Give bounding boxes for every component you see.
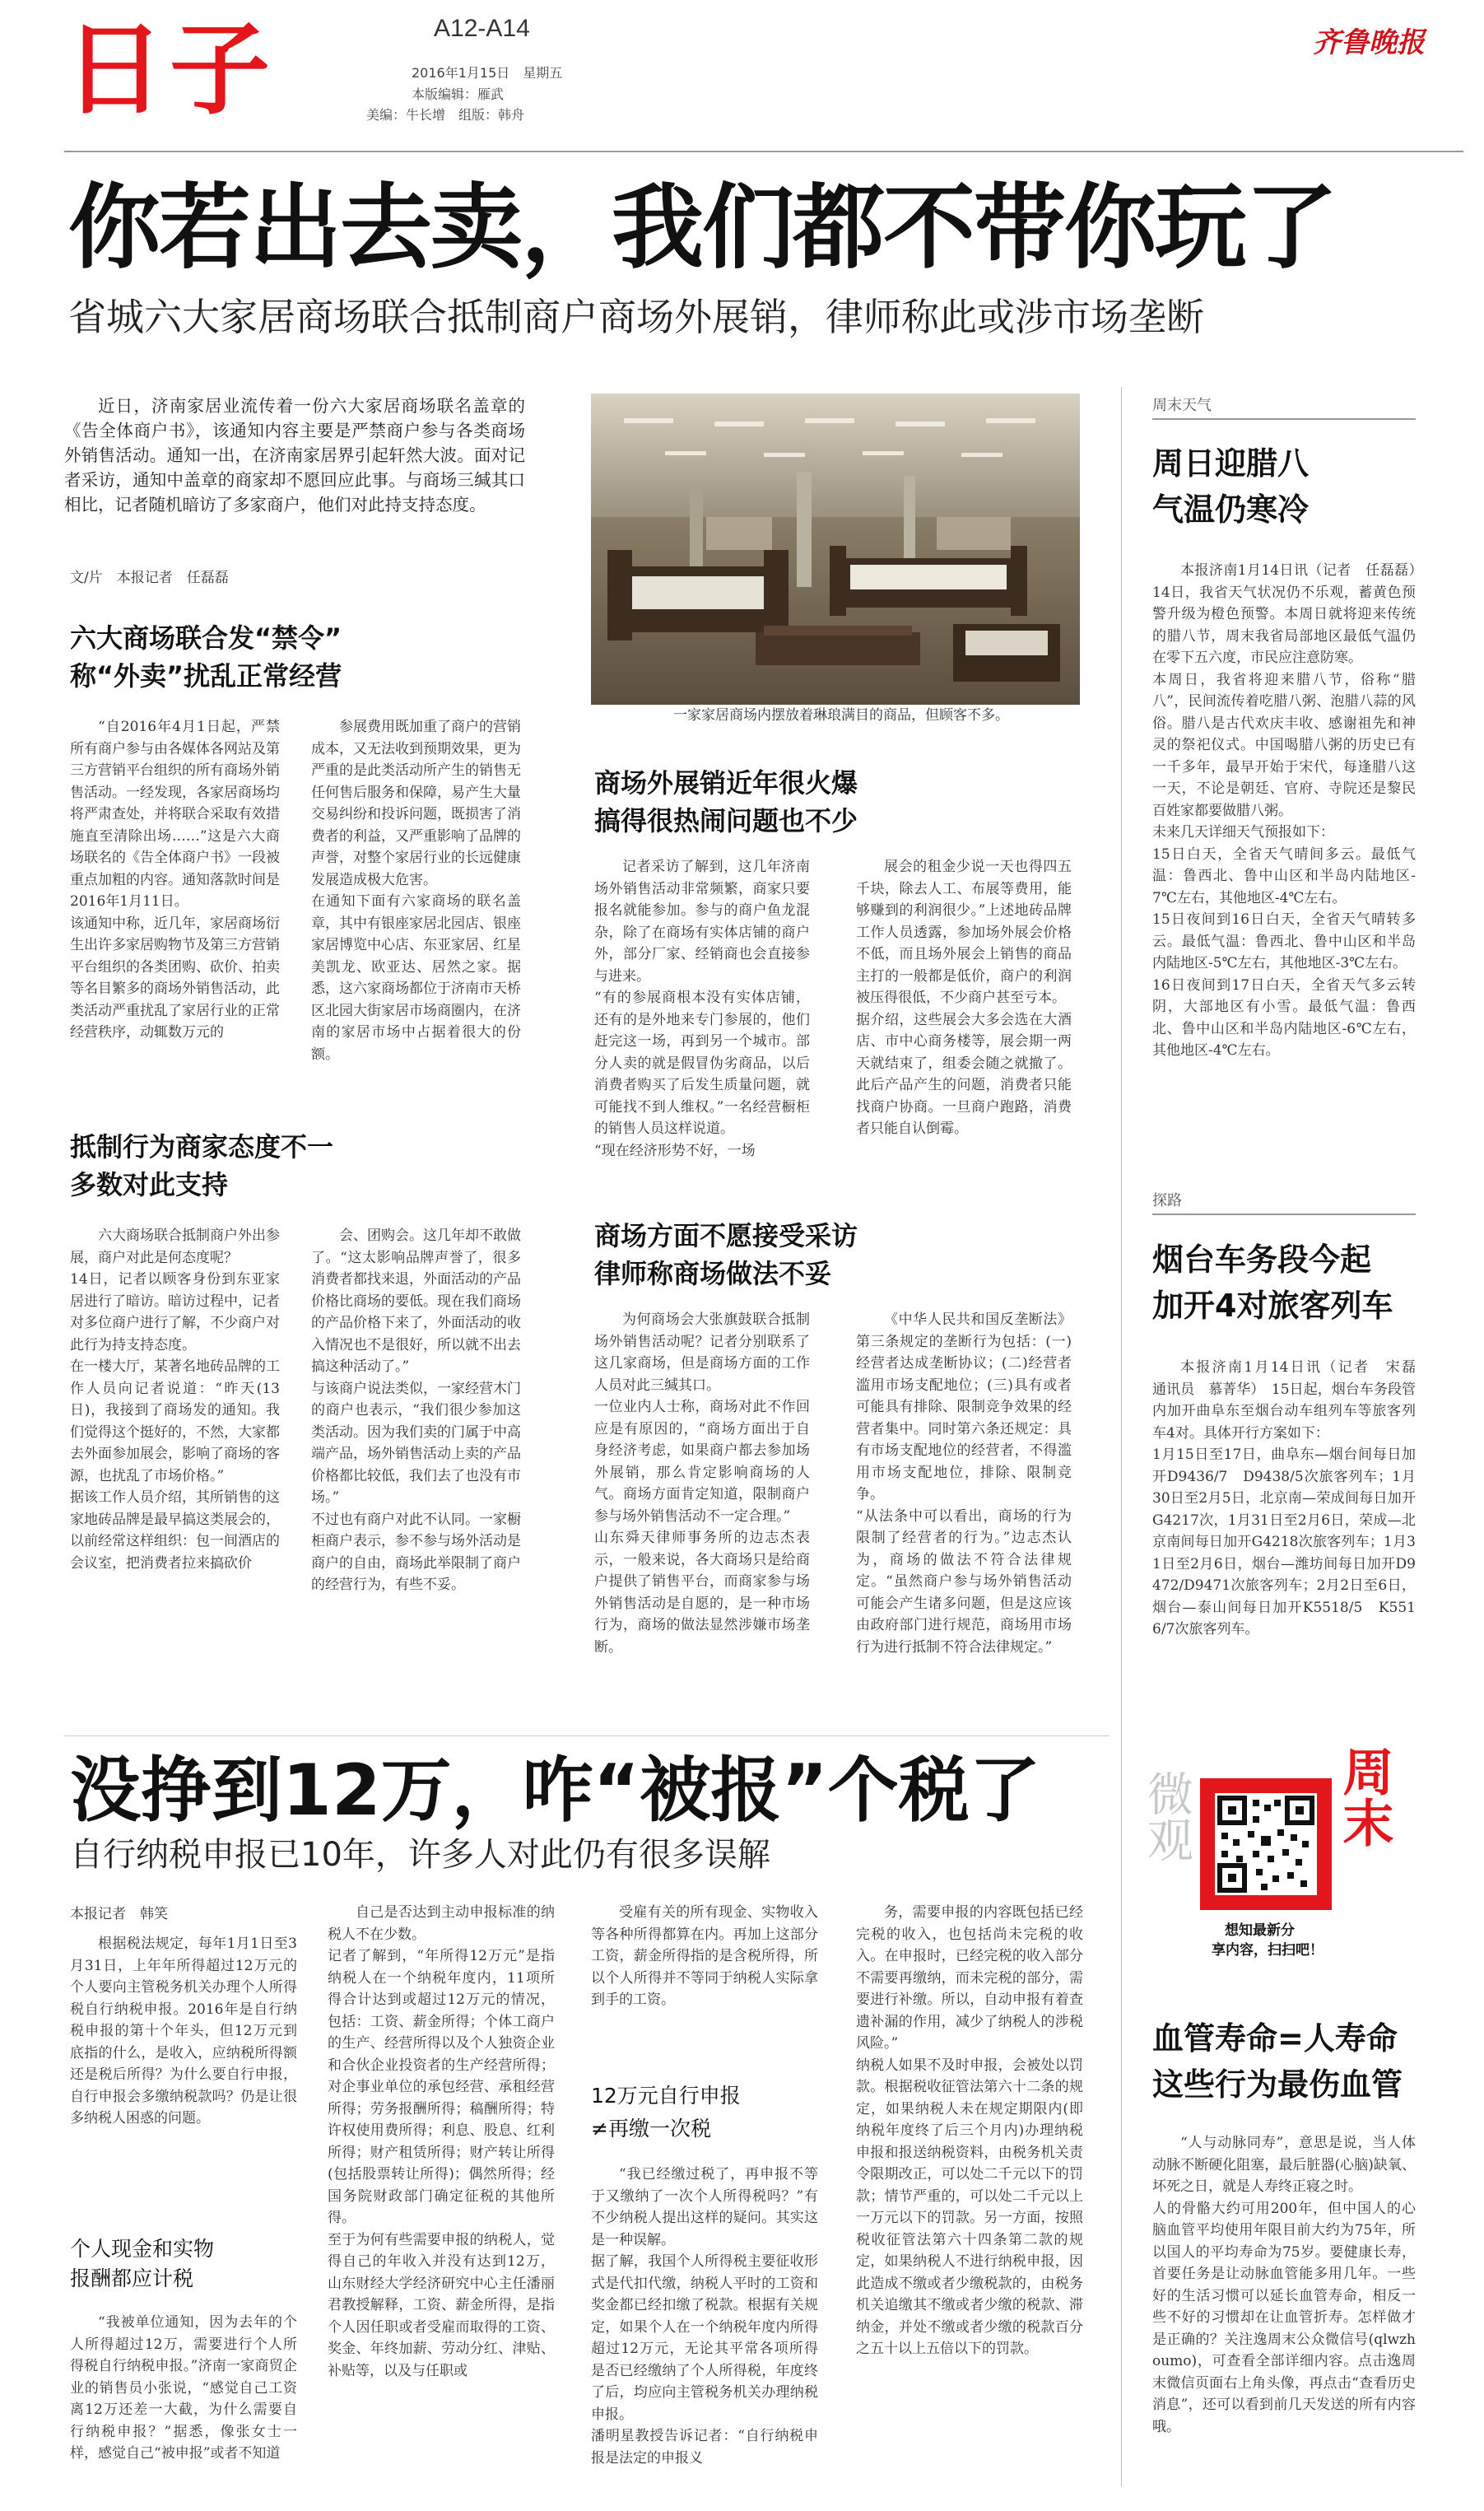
weekend-promo [1140, 1745, 1426, 1959]
section3-col2: 展会的租金少说一天也得四五千块，除去人工、布展等费用，能够赚到的利润很少。”上述地砖品牌工作人员透露，参加场外展会价格不低，而且场外展会上销售的商品主打的一般都是低价，商户的利润被压得很低，不少商户甚至亏本。 据介绍，这些展会大多会选在大酒店、市中心商务楼等，展会期一两天就结束了，组委会随之就撤了。此后产品产生的问题，消费者只能找商户协商。一旦商户跑路，消费者只能自认倒霉。 [856, 859, 1072, 1137]
section4-title: 商场方面不愿接受采访 律师称商场做法不妥 [594, 1220, 858, 1289]
section3-title: 商场外展销近年很火爆 搞得很热闹问题也不少 [594, 767, 858, 836]
article2-col1-subhead: 个人现金和实物 报酬都应计税 [70, 2237, 215, 2290]
promo-chars-right: 周末 [1334, 1745, 1394, 1847]
article2-col3: 受雇有关的所有现金、实物收入等各种所得都算在内。再加上这部分工资，薪金所得指的是含税所得，所以个人所得并不等同于纳税人实际拿到手的工资。 [591, 1904, 818, 2008]
article2-headline: 没挣到12万，咋“被报”个税了 [70, 1749, 1040, 1832]
weather-tag: 周末天气 [1152, 394, 1416, 420]
article2-col1b: “我被单位通知，因为去年的个人所得超过12万，需要进行个人所得税自行纳税申报。”济南一家商贸企业的销售员小张说，“感觉自己工资离12万还差一大截，为什么需要自行纳税申报？”据悉，像张女士一样，感觉自己“被申报”或者不知道 [70, 2314, 297, 2462]
masthead [0, 0, 1484, 152]
rail-title: 烟台车务段今起 加开4对旅客列车 [1152, 1242, 1393, 1324]
rail-tag: 探路 [1152, 1189, 1416, 1215]
photo-caption: 一家家居商场内摆放着琳琅满目的商品，但顾客不多。 [673, 707, 1009, 724]
article1-byline: 文/片 本报记者 任磊磊 [70, 570, 229, 586]
article2-col3b: “我已经缴过税了，再申报不等于又缴纳了一次个人所得税吗？”有不少纳税人提出这样的疑问。其实这是一种误解。 据了解，我国个人所得税主要征收形式是代扣代缴，纳税人平时的工资和奖金都已经扣缴了税款。根据有关规定，如果个人在一个纳税年度内所得超过12万元，无论其平常各项所得是否已经缴纳了个人所得税，年度终了后，均应向主管税务机关办理纳税申报。 潘明星教授告诉记者：“自行纳税申报是法定的申报义 [591, 2166, 818, 2467]
page-range: A12-A14 [434, 15, 530, 42]
article2-col1: 根据税法规定，每年1月1日至3月31日，上年年所得超过12万元的个人要向主管税务机关办理个人所得税自行纳税申报。2016年是自行纳税申报的第十个年头，但12万元到底指的什么，是收入，应纳税所得额还是税后所得？为什么要自行申报，自行申报会多缴纳税款吗？仍是让很多纳税人困惑的问题。 [70, 1936, 297, 2127]
article2-col2: 自己是否达到主动申报标准的纳税人不在少数。 记者了解到，“年所得12万元”是指纳税人在一个纳税年度内，11项所得合计达到或超过12万元的情况，包括：工资、薪金所得；个体工商户的生产、经营所得以及个人独资企业和合伙企业投资者的生产经营所得；对企事业单位的承包经营、承租经营所得；劳务报酬所得；稿酬所得；特许权使用费所得；利息、股息、红利所得；财产租赁所得；财产转让所得(包括股票转让所得)；偶然所得；经国务院财政部门确定征税的其他所得。 至于为何有些需要申报的纳税人，觉得自己的年收入并没有达到12万，山东财经大学经济研究中心主任潘丽君教授解释，工资、薪金所得，是指个人因任职或者受雇而取得的工资、奖金、年终加薪、劳动分红、津贴、补贴等，以及与任职或 [328, 1904, 555, 2379]
article1-photo [591, 394, 1080, 705]
section2-col2: 会、团购会。这几年却不敢做了。“这太影响品牌声誉了，很多消费者都找来退，外面活动的产品价格比商场的要低。现在我们商场的产品价格下来了，外面活动的收入情况也不是很好，所以就不出去搞这种活动了。” 与该商户说法类似，一家经营木门的商户也表示，“我们很少参加这类活动。因为我们卖的门属于中高端产品，场外销售活动上卖的产品价格都比较低，我们去了也没有市场。” 不过也有商户对此不认同。一家橱柜商户表示，参不参与场外活动是商户的自由，商场此举限制了商户的经营行为，有些不妥。 [311, 1228, 521, 1593]
article1-lead: 近日，济南家居业流传着一份六大家居商场联名盖章的《告全体商户书》，该通知内容主要是严禁商户参与各类商场外销售活动。通知一出，在济南家居界引起轩然大波。面对记者采访，通知中盖章的商家却不愿回应此事。与商场三缄其口相比，记者随机暗访了多家商户，他们对此持支持态度。 [64, 396, 525, 515]
column-divider [1121, 387, 1122, 2486]
weather-title: 周日迎腊八 气温仍寒冷 [1152, 445, 1310, 528]
article2-col4: 务，需要申报的内容既包括已经完税的收入，也包括尚未完税的收入。在申报时，已经完税的收入部分不需要再缴纳，而未完税的部分，需要进行补缴。所以，自动申报有着查遗补漏的作用，减少了纳税人的涉税风险。” 纳税人如果不及时申报，会被处以罚款。根据税收征管法第六十二条的规定，如果纳税人未在规定期限内(即纳税年度终了后三个月内)办理纳税申报和报送纳税资料，由税务机关责令限期改正，可以处二千元以下的罚款；情节严重的，可以处二千元以上一万元以下的罚款。另一方面，按照税收征管法第六十四条第二款的规定，如果纳税人不进行纳税申报，因此造成不缴或者少缴税款的，由税务机关追缴其不缴或者少缴的税款、滞纳金，并处不缴或者少缴的税款百分之五十以上五倍以下的罚款。 [856, 1904, 1083, 2357]
issue-date: 2016年1月15日 星期五 [412, 65, 563, 81]
article-separator [64, 1735, 1110, 1736]
article1-headline: 你若出去卖，我们都不带你玩了 [68, 175, 1336, 282]
section1-title: 六大商场联合发“禁令” 称“外卖”扰乱正常经营 [70, 622, 342, 692]
article2-byline: 本报记者 韩笑 [70, 1906, 168, 1922]
furniture-showroom-image [591, 394, 1080, 705]
section-logo: 日子 [64, 12, 275, 128]
article2-col3-subhead: 12万元自行申报 ≠再缴一次税 [591, 2084, 741, 2141]
weather-body: 本报济南1月14日讯（记者 任磊磊） 14日，我省天气状况仍不乐观，蓄黄色预警升级为橙色预警。本周日就将迎来传统的腊八节，周末我省局部地区最低气温仍在零下五六度，市民应注意防寒。 本周日，我省将迎来腊八节，俗称“腊八”，民间流传着吃腊八粥、泡腊八蒜的风俗。腊八是古代欢庆丰收、感谢祖先和神灵的祭祀仪式。中国喝腊八粥的历史已有一千多年，最早开始于宋代，每逢腊八这一天，不论是朝廷、官府、寺院还是黎民百姓家都要做腊八粥。 未来几天详细天气预报如下： 15日白天，全省天气晴间多云。最低气温：鲁西北、鲁中山区和半岛内陆地区-7℃左右，其他地区-4℃左右。 15日夜间到16日白天，全省天气晴转多云。最低气温：鲁西北、鲁中山区和半岛内陆地区-5℃左右，其他地区-3℃左右。 16日夜间到17日白天，全省天气多云转阴，大部地区有小雪。最低气温：鲁西北、鲁中山区和半岛内陆地区-6℃左右，其他地区-4℃左右。 [1152, 562, 1416, 1059]
promo-caption-1: 想知最新分 [1225, 1922, 1295, 1939]
article2-subheadline: 自行纳税申报已10年，许多人对此仍有很多误解 [70, 1836, 770, 1874]
promo-caption-2: 享内容，扫扫吧！ [1212, 1942, 1324, 1959]
section2-col1: 六大商场联合抵制商户外出参展，商户对此是何态度呢？ 14日，记者以顾客身份到东亚家居进行了暗访。暗访过程中，记者对多位商户进行了解，不少商户对此行为持支持态度。 在一楼大厅，某著名地砖品牌的工作人员向记者说道：“昨天(13日)，我接到了商场发的通知。我们觉得这个挺好的，不然，大家都去外面参加展会，影响了商场的客源，也扰乱了市场价格。” 据该工作人员介绍，其所销售的这家地砖品牌是最早搞这类展会的，以前经常这样组织：包一间酒店的会议室，把消费者拉来搞砍价 [70, 1228, 280, 1572]
section1-col2: 参展费用既加重了商户的营销成本，又无法收到预期效果，更为严重的是此类活动所产生的销售无任何售后服务和保障，易产生大量交易纠纷和投诉问题，既损害了消费者的利益，又严重影响了品牌的声誉，对整个家居行业的长远健康发展造成极大危害。 在通知下面有六家商场的联名盖章，其中有银座家居北园店、银座家居博览中心店、东亚家居、红星美凯龙、欧亚达、居然之家。据悉，这六家商场都位于济南市天桥区北园大街家居市场商圈内，在济南的家居市场中占据着很大的份额。 [311, 719, 521, 1063]
section1-col1: “自2016年4月1日起，严禁所有商户参与由各媒体各网站及第三方营销平台组织的所有商场外销售活动。一经发现，各家居商场均将严肃查处，并将联合采取有效措施直至清除出场……”这是六大商场联名的《告全体商户书》一段被重点加粗的内容。通知落款时间是2016年1月11日。 该通知中称，近几年，家居商场衍生出许多家居购物节及第三方营销平台组织的各类团购、砍价、拍卖等名目繁多的商场外销售活动，此类活动严重扰乱了家居行业的正常经营秩序，动辄数万元的 [70, 719, 280, 1041]
design-credit: 美编：牛长增 组版：韩舟 [366, 107, 525, 123]
masthead-rule [64, 151, 1463, 152]
section3-col1: 记者采访了解到，这几年济南场外销售活动非常频繁，商家只要报名就能参加。参与的商户鱼龙混杂，除了在商场有实体店铺的商户外，部分厂家、经销商也会直接参与进来。 “有的参展商根本没有实体店铺，还有的是外地来专门参展的，他们赶完这一场，再到另一个城市。部分人卖的就是假冒伪劣商品，以后消费者购买了后发生质量问题，就可能找不到人维权。”一名经营橱柜的销售人员这样说道。 “现在经济形势不好，一场 [594, 859, 810, 1159]
rail-body: 本报济南1月14日讯（记者 宋磊 通讯员 慕菁华） 15日起，烟台车务段管内加开曲阜东至烟台动车组列车等旅客列车4对。具体开行方案如下： 1月15日至17日，曲阜东—烟台间每日加开D9436/7 D9438/5次旅客列车；1月30日至2月5日，北京南—荣成间每日加开G4217次，1月31日至2月6日，荣成—北京南间每日加开G4218次旅客列车；1月31日至2月6日，烟台—潍坊间每日加开D9472/D9471次旅客列车；2月2日至6日，烟台—泰山间每日加开K5518/5 K5516/7次旅客列车。 [1152, 1359, 1416, 1638]
section4-col1: 为何商场会大张旗鼓联合抵制场外销售活动呢？记者分别联系了这几家商场，但是商场方面的工作人员对此三缄其口。 一位业内人士称，商场对此不作回应是有原因的，“商场方面出于自身经济考虑，如果商户都去参加场外展销，那么肯定影响商场的人气。商场方面肯定知道，限制商户参与场外销售活动不一定合理。” 山东舜天律师事务所的边志杰表示，一般来说，各大商场只是给商户提供了销售平台，而商家参与场外销售活动是自愿的，是一种市场行为，商场的做法显然涉嫌市场垄断。 [594, 1311, 810, 1656]
health-title: 血管寿命=人寿命 这些行为最伤血管 [1152, 2020, 1403, 2103]
section4-col2: 《中华人民共和国反垄断法》第三条规定的垄断行为包括：(一)经营者达成垄断协议；(二)经营者滥用市场支配地位；(三)具有或者可能具有排除、限制竞争效果的经营者集中。同时第六条还规定：具有市场支配地位的经营者，不得滥用市场支配地位，排除、限制竞争。 “从法条中可以看出，商场的行为限制了经营者的行为。”边志杰认为，商场的做法不符合法律规定。“虽然商户参与场外销售活动可能会产生诸多问题，但是这应该由政府部门进行规范，商场用市场行为进行抵制不符合法律规定。” [856, 1311, 1072, 1656]
health-body: “人与动脉同寿”，意思是说，当人体动脉不断硬化阻塞，最后脏器(心脑)缺氧、坏死之日，就是人寿终正寝之时。 人的骨骼大约可用200年，但中国人的心脑血管平均使用年限目前大约为75年，所以国人的平均寿命为75岁。要健康长寿，首要任务是让动脉血管能多用几年。一些好的生活习惯可以延长血管寿命，相反一些不好的习惯却在让血管折寿。怎样做才是正确的？关注逸周末公众微信号(qlwzhoumo)，可查看全部详细内容。点击逸周末微信页面右上角头像，再点击“查看历史消息”，还可以看到前几天发送的所有内容哦。 [1152, 2135, 1416, 2435]
editor-credit: 本版编辑：雁武 [412, 86, 505, 102]
section2-title: 抵制行为商家态度不一 多数对此支持 [70, 1131, 334, 1200]
promo-chars-left: 微观 [1140, 1770, 1193, 1862]
qr-code-icon [1215, 1793, 1317, 1895]
newspaper-name: 齐鲁晚报 [1313, 26, 1425, 59]
article1-subheadline: 省城六大家居商场联合抵制商户商场外展销，律师称此或涉市场垄断 [68, 295, 1204, 339]
